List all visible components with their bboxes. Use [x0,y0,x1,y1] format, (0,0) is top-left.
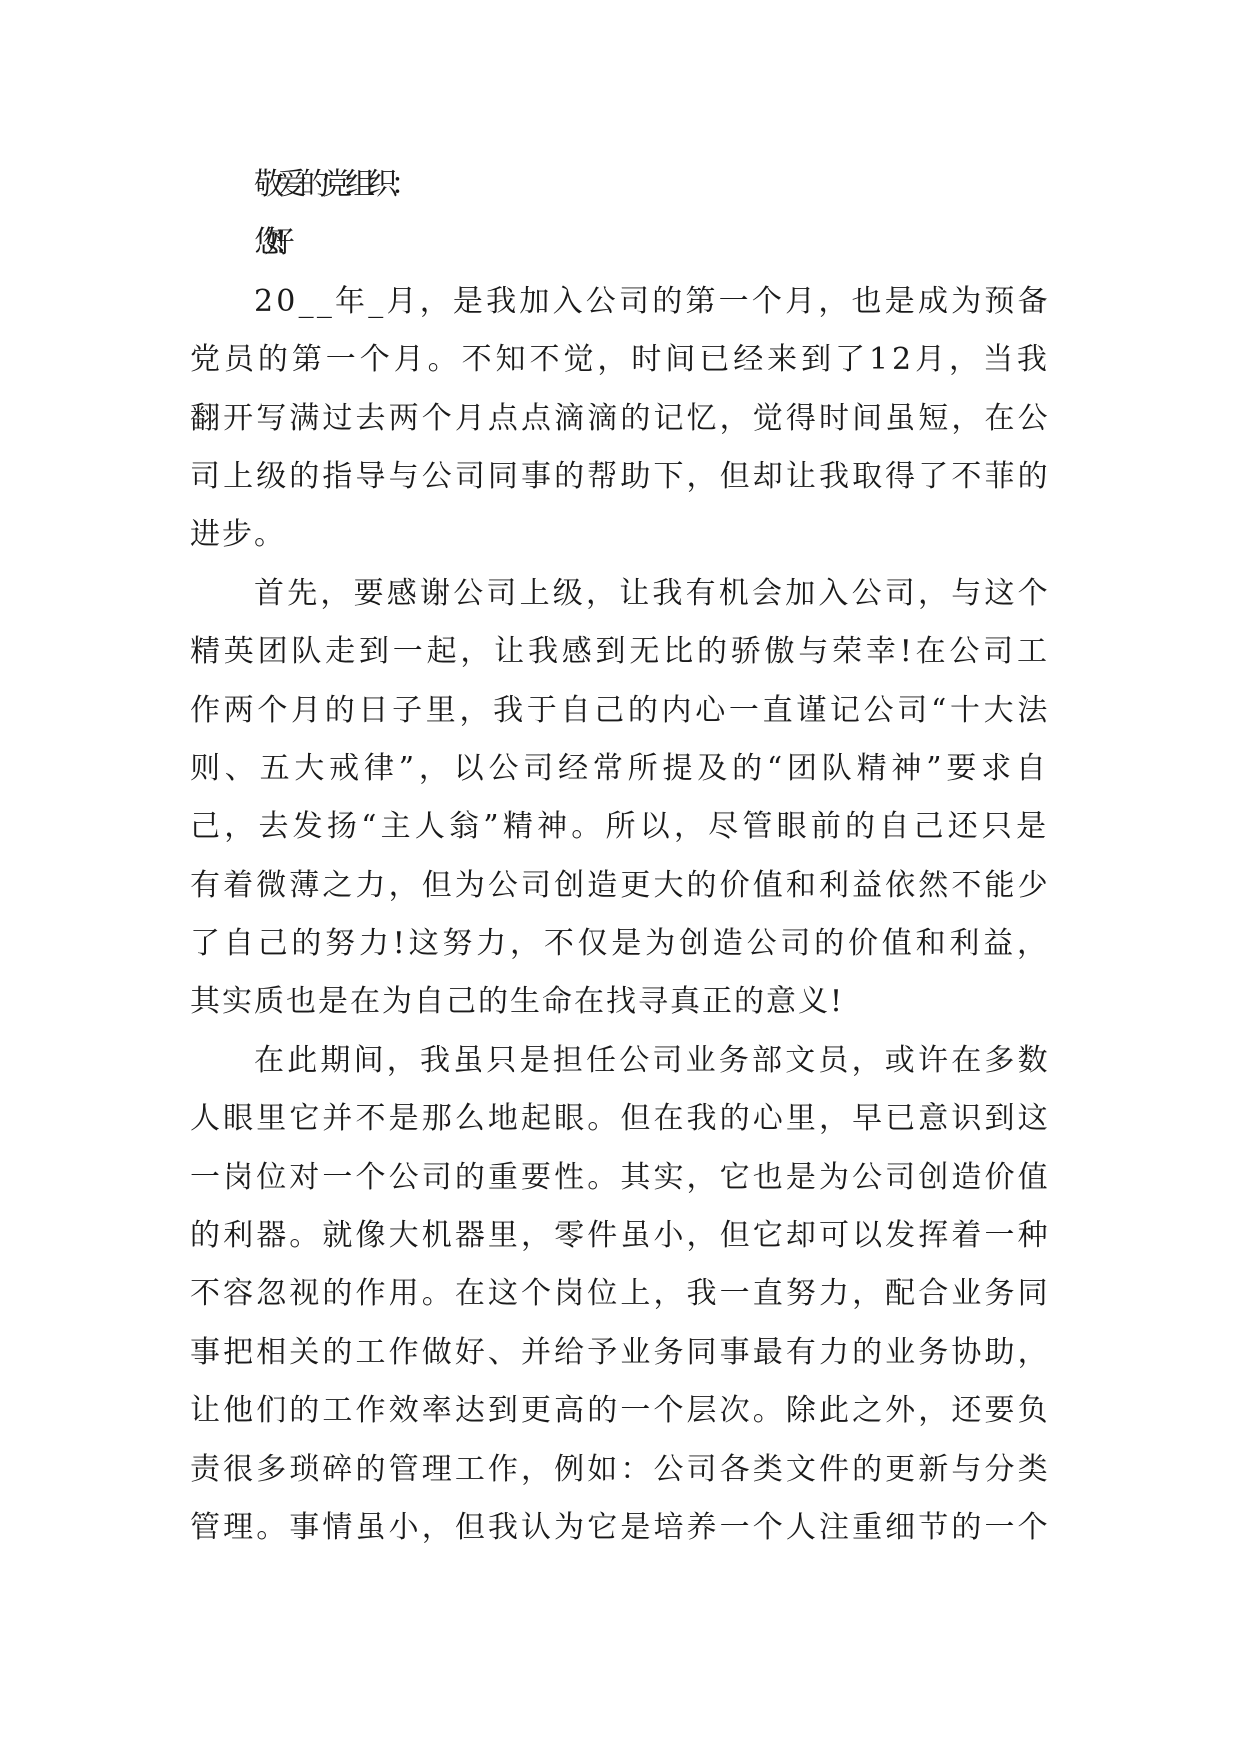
paragraph-1-line-4: 司上级的指导与公司同事的帮助下，但却让我取得了不菲的 [190,458,1051,494]
paragraph-1-line-5: 进步。 [190,517,286,553]
paragraph-3-line-5: 不容忽视的作用。在这个岗位上，我一直努力，配合业务同 [190,1276,1051,1312]
paragraph-3-line-7: 让他们的工作效率达到更高的一个层次。除此之外，还要负 [190,1393,1051,1429]
paragraph-2-line-3: 作两个月的日子里，我于自己的内心一直谨记公司“十大法 [190,692,1052,728]
paragraph-2-line-6: 有着微薄之力，但为公司创造更大的价值和利益依然不能少 [190,867,1051,903]
paragraph-2-line-1: 首先，要感谢公司上级，让我有机会加入公司，与这个 [254,575,1051,611]
paragraph-3-line-6: 事把相关的工作做好、并给予业务同事最有力的业务协助， [190,1334,1051,1370]
paragraph-2-line-8: 其实质也是在为自己的生命在找寻真正的意义! [190,984,845,1020]
paragraph-2-line-2: 精英团队走到一起，让我感到无比的骄傲与荣幸!在公司工 [190,634,1051,670]
paragraph-3-line-9: 管理。事情虽小，但我认为它是培养一个人注重细节的一个 [190,1509,1051,1545]
paragraph-1-line-3: 翻开写满过去两个月点点滴滴的记忆，觉得时间虽短，在公 [190,400,1051,436]
paragraph-1-line-1: 20__年_月，是我加入公司的第一个月，也是成为预备 [254,283,1051,319]
paragraph-3-line-2: 人眼里它并不是那么地起眼。但在我的心里，早已意识到这 [190,1101,1051,1137]
salutation: 敬爱的党组织： [254,167,414,202]
greeting: 您好! [254,225,268,261]
paragraph-2-line-4: 则、五大戒律”，以公司经常所提及的“团队精神”要求自 [190,750,1051,786]
paragraph-1-line-2: 党员的第一个月。不知不觉，时间已经来到了12月，当我 [190,342,1051,378]
paragraph-3-line-4: 的利器。就像大机器里，零件虽小，但它却可以发挥着一种 [190,1218,1051,1254]
paragraph-3-line-8: 责很多琐碎的管理工作，例如：公司各类文件的更新与分类 [190,1451,1051,1487]
paragraph-3-line-1: 在此期间，我虽只是担任公司业务部文员，或许在多数 [254,1042,1051,1078]
letter-body [190,156,1052,1557]
paragraph-2-line-7: 了自己的努力!这努力，不仅是为创造公司的价值和利益， [190,926,1051,962]
paragraph-3-line-3: 一岗位对一个公司的重要性。其实，它也是为公司创造价值 [190,1159,1051,1195]
paragraph-2-line-5: 己，去发扬“主人翁”精神。所以，尽管眼前的自己还只是 [190,809,1051,845]
